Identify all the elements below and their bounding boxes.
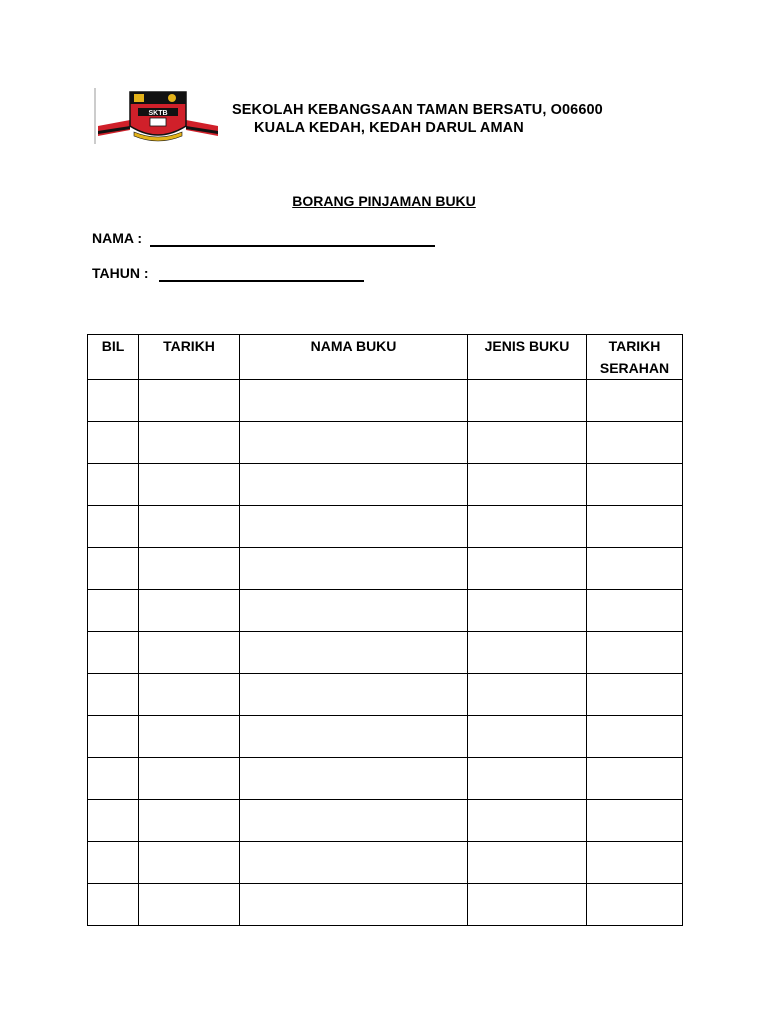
table-cell[interactable]: [468, 548, 587, 590]
table-cell[interactable]: [587, 422, 683, 464]
table-cell[interactable]: [139, 842, 240, 884]
table-cell[interactable]: [468, 632, 587, 674]
table-cell[interactable]: [587, 758, 683, 800]
table-cell[interactable]: [468, 464, 587, 506]
table-cell[interactable]: [139, 884, 240, 926]
table-cell[interactable]: [240, 674, 468, 716]
table-cell[interactable]: [88, 632, 139, 674]
year-label: TAHUN :: [92, 265, 149, 281]
header-tarikh: TARIKH: [139, 335, 240, 380]
table-body: [88, 380, 683, 926]
name-label: NAMA :: [92, 230, 143, 246]
table-cell[interactable]: [139, 590, 240, 632]
header-bil: BIL: [88, 335, 139, 380]
table-cell[interactable]: [468, 674, 587, 716]
table-row: [88, 842, 683, 884]
table-cell[interactable]: [240, 506, 468, 548]
name-blank-line[interactable]: [150, 231, 435, 247]
table-cell[interactable]: [88, 464, 139, 506]
table-cell[interactable]: [240, 590, 468, 632]
table-cell[interactable]: [240, 422, 468, 464]
table-cell[interactable]: [587, 842, 683, 884]
school-name: [232, 101, 632, 137]
table-cell[interactable]: [88, 800, 139, 842]
table-cell[interactable]: [468, 380, 587, 422]
table-cell[interactable]: [587, 548, 683, 590]
form-title: [0, 192, 768, 210]
table-cell[interactable]: [468, 884, 587, 926]
table-cell[interactable]: [139, 674, 240, 716]
table-cell[interactable]: [587, 506, 683, 548]
table-cell[interactable]: [88, 758, 139, 800]
header-nama-buku: NAMA BUKU: [240, 335, 468, 380]
school-logo: [94, 86, 222, 146]
table-cell[interactable]: [139, 716, 240, 758]
table-row: [88, 506, 683, 548]
table-cell[interactable]: [88, 842, 139, 884]
table-cell[interactable]: [88, 590, 139, 632]
table-cell[interactable]: [468, 422, 587, 464]
table-row: [88, 548, 683, 590]
table-cell[interactable]: [587, 800, 683, 842]
logo-lettering: SKTB: [148, 110, 168, 117]
table-cell[interactable]: [468, 842, 587, 884]
table-cell[interactable]: [240, 800, 468, 842]
table-cell[interactable]: [587, 884, 683, 926]
table-cell[interactable]: [468, 800, 587, 842]
table-row: [88, 632, 683, 674]
table-cell[interactable]: [139, 380, 240, 422]
table-cell[interactable]: [240, 632, 468, 674]
school-name-line1: SEKOLAH KEBANGSAAN TAMAN BERSATU, O06600: [232, 102, 603, 118]
table-cell[interactable]: [139, 758, 240, 800]
table-row: [88, 674, 683, 716]
table-cell[interactable]: [88, 674, 139, 716]
table-cell[interactable]: [240, 464, 468, 506]
table-header-row: [88, 335, 683, 380]
form-title-text: BORANG PINJAMAN BUKU: [292, 193, 476, 209]
table-row: [88, 716, 683, 758]
table-cell[interactable]: [88, 884, 139, 926]
table-cell[interactable]: [240, 758, 468, 800]
table-cell[interactable]: [468, 590, 587, 632]
school-name-line2: KUALA KEDAH, KEDAH DARUL AMAN: [254, 120, 524, 136]
table-cell[interactable]: [587, 716, 683, 758]
table-cell[interactable]: [139, 464, 240, 506]
table-cell[interactable]: [88, 380, 139, 422]
table-row: [88, 800, 683, 842]
table-cell[interactable]: [587, 674, 683, 716]
table-cell[interactable]: [88, 548, 139, 590]
table-cell[interactable]: [240, 380, 468, 422]
table-cell[interactable]: [587, 590, 683, 632]
table-cell[interactable]: [88, 716, 139, 758]
table-cell[interactable]: [139, 422, 240, 464]
table-cell[interactable]: [587, 632, 683, 674]
table-cell[interactable]: [468, 716, 587, 758]
table-cell[interactable]: [240, 884, 468, 926]
table-row: [88, 884, 683, 926]
table-cell[interactable]: [240, 548, 468, 590]
table-cell[interactable]: [587, 464, 683, 506]
table-cell[interactable]: [240, 716, 468, 758]
table-cell[interactable]: [468, 758, 587, 800]
table-cell[interactable]: [139, 632, 240, 674]
table-cell[interactable]: [88, 422, 139, 464]
year-blank-line[interactable]: [159, 266, 364, 282]
table-cell[interactable]: [139, 506, 240, 548]
year-field: [92, 264, 364, 282]
table-cell[interactable]: [139, 548, 240, 590]
table-row: [88, 422, 683, 464]
header-tarikh-serahan: TARIKH SERAHAN: [587, 335, 683, 380]
table-cell[interactable]: [240, 842, 468, 884]
header-jenis-buku: JENIS BUKU: [468, 335, 587, 380]
table-row: [88, 464, 683, 506]
loan-table: [87, 334, 683, 926]
table-row: [88, 590, 683, 632]
table-cell[interactable]: [587, 380, 683, 422]
table-cell[interactable]: [468, 506, 587, 548]
table-row: [88, 380, 683, 422]
table-cell[interactable]: [88, 506, 139, 548]
table-cell[interactable]: [139, 800, 240, 842]
name-field: [92, 229, 435, 247]
table-row: [88, 758, 683, 800]
